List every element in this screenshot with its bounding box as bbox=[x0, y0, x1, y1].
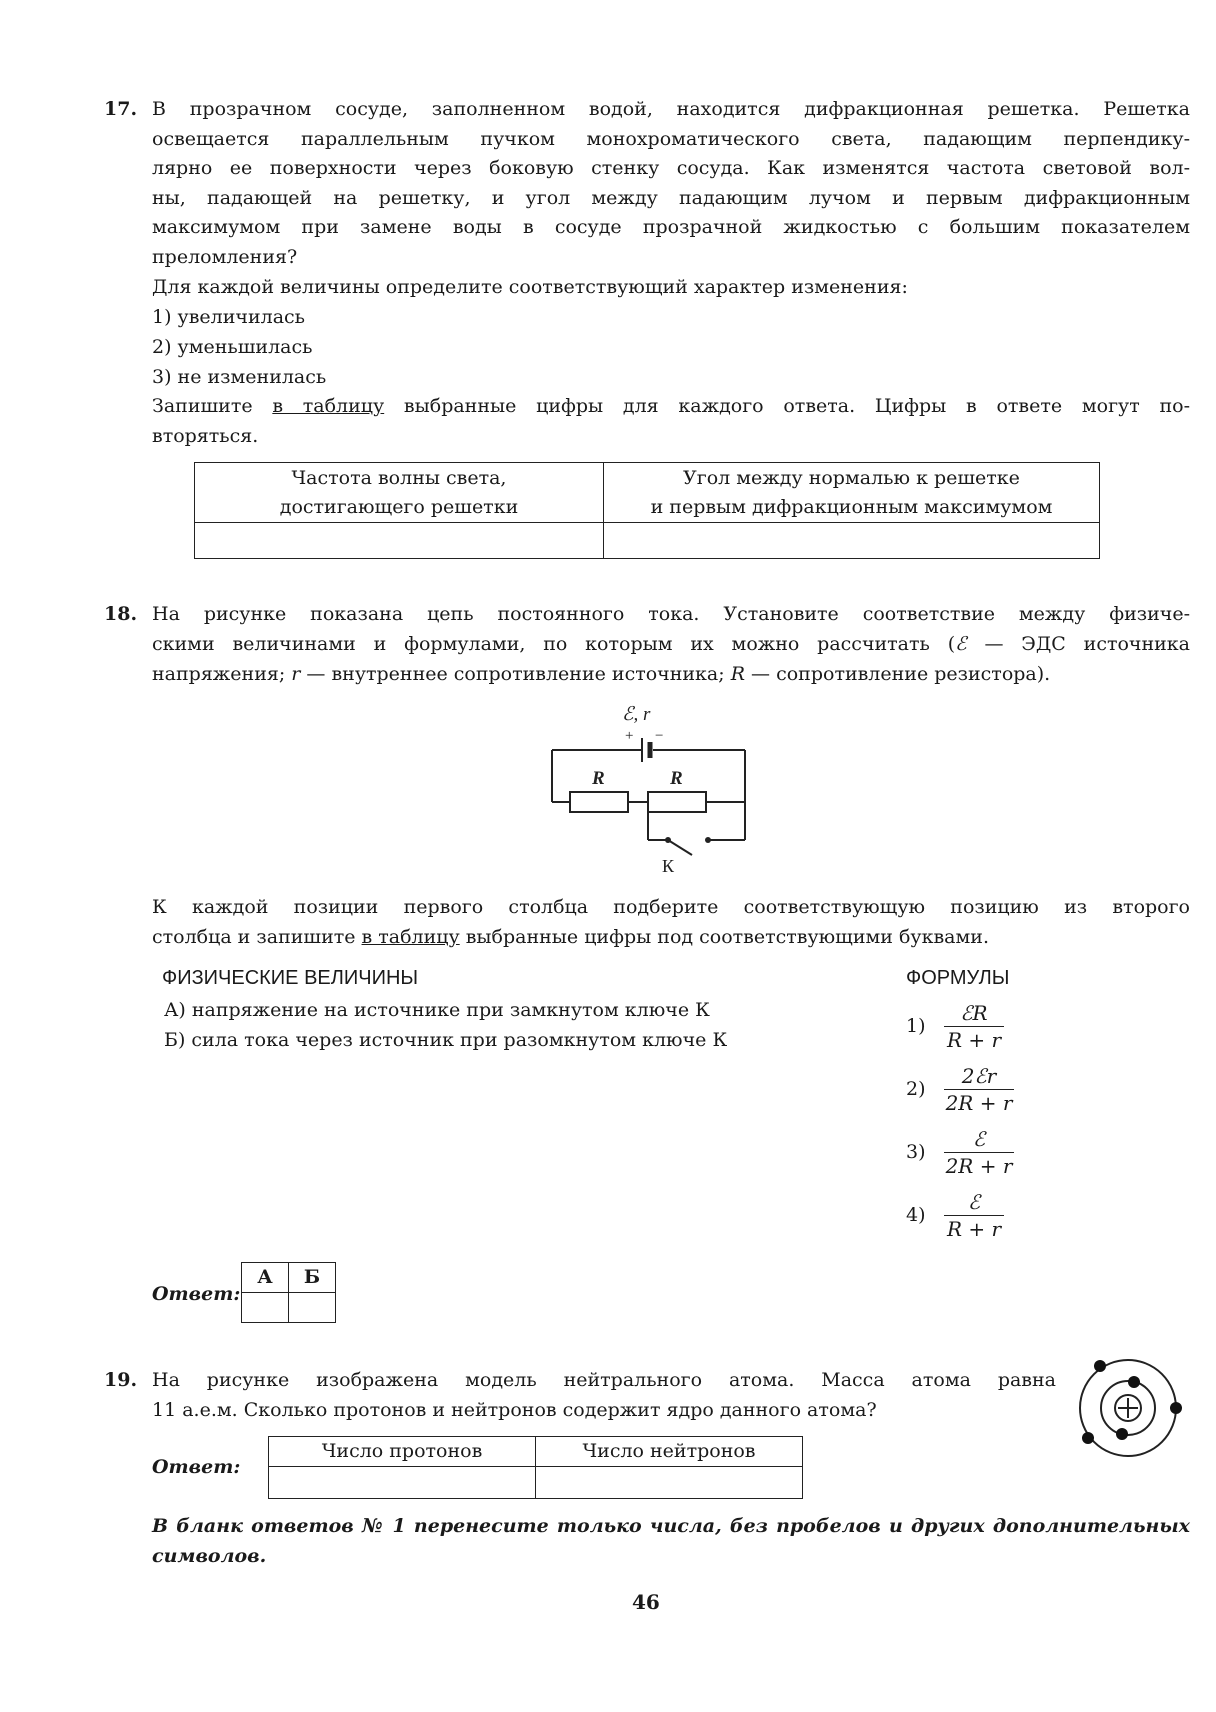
q19-col-neutrons: Число нейтронов bbox=[536, 1437, 803, 1467]
formula-2 bbox=[944, 1063, 1014, 1116]
footer-instruction-line-1: В бланк ответов № 1 перенесите только числа, без пробелов и других дополнительных bbox=[152, 1515, 1190, 1537]
electron bbox=[1116, 1428, 1128, 1440]
q17-text bbox=[152, 95, 1190, 272]
formula-2-denominator: 2R + r bbox=[945, 1091, 1013, 1115]
q18-answer-cell-b[interactable] bbox=[289, 1293, 336, 1323]
in-table-link: в таблицу bbox=[272, 395, 385, 417]
q17-line: лярно ее поверхности через боковую стенку сосуда. Как изменятся частота световой вол- bbox=[152, 157, 1190, 179]
q17-answer-cell-1[interactable] bbox=[195, 523, 604, 559]
formula-3-label: 3) bbox=[906, 1141, 926, 1163]
formula-3-numerator: ℰ bbox=[972, 1127, 986, 1151]
formula-4 bbox=[944, 1189, 1004, 1242]
minus-sign: − bbox=[655, 728, 664, 744]
q17-answer-table bbox=[194, 462, 1100, 559]
q17-write-instruction: Запишите в таблицу выбранные цифры для каждого ответа. Цифры в ответе могут по- bbox=[152, 395, 1190, 417]
q17-option-3: 3) не изменилась bbox=[152, 366, 327, 388]
q19-line-2: 11 а.е.м. Сколько протонов и нейтронов содержит ядро данного атома? bbox=[152, 1399, 877, 1421]
footer-instruction-line-2: символов. bbox=[152, 1545, 267, 1567]
q18-line-2: скими величинами и формулами, по которым их можно рассчитать (ℰ — ЭДС источника bbox=[152, 633, 1190, 655]
electron bbox=[1094, 1360, 1106, 1372]
electron bbox=[1170, 1402, 1182, 1414]
atom-model bbox=[1072, 1352, 1184, 1464]
q17-answer-cell-2[interactable] bbox=[604, 523, 1100, 559]
q17-number: 17. bbox=[104, 98, 138, 120]
electron bbox=[1128, 1376, 1140, 1388]
formula-2-numerator: 2ℰr bbox=[961, 1064, 997, 1088]
q17-write-continued: вторяться. bbox=[152, 425, 259, 447]
q17-col1-header: Частота волны света, достигающего решетки bbox=[195, 463, 604, 523]
q17-col2-header: Угол между нормалью к решетке и первым дифракционным максимумом bbox=[604, 463, 1100, 523]
key-switch bbox=[668, 840, 692, 855]
q18-match-line-1: К каждой позиции первого столбца подберите соответствующую позицию из второго bbox=[152, 896, 1190, 918]
formula-4-label: 4) bbox=[906, 1204, 926, 1226]
item-a: А) напряжение на источнике при замкнутом ключе К bbox=[164, 999, 710, 1021]
q19-answer-cell-protons[interactable] bbox=[269, 1467, 536, 1499]
q19-answer-label: Ответ: bbox=[152, 1456, 241, 1478]
in-table-link: в таблицу bbox=[361, 926, 460, 948]
q19-col-protons: Число протонов bbox=[269, 1437, 536, 1467]
resistor-1 bbox=[570, 792, 628, 812]
q18-col-b: Б bbox=[289, 1263, 336, 1293]
q18-col-a: А bbox=[242, 1263, 289, 1293]
formula-1 bbox=[944, 1000, 1004, 1053]
page-number: 46 bbox=[632, 1590, 660, 1614]
q18-match-line-2: столбца и запишите в таблицу выбранные цифры под соответствующими буквами. bbox=[152, 926, 989, 948]
electron bbox=[1082, 1432, 1094, 1444]
formula-3-denominator: 2R + r bbox=[945, 1154, 1013, 1178]
q18-line-3: напряжения; r — внутреннее сопротивление источника; R — сопротивление резистора). bbox=[152, 663, 1051, 685]
q17-line: максимумом при замене воды в сосуде прозрачной жидкостью с большим показателем bbox=[152, 216, 1190, 238]
resistor-2 bbox=[648, 792, 706, 812]
emf-symbol: ℰ bbox=[955, 633, 967, 655]
q19-number: 19. bbox=[104, 1369, 138, 1391]
formula-1-denominator: R + r bbox=[946, 1028, 1002, 1052]
q18-number: 18. bbox=[104, 603, 138, 625]
resistor-1-label: R bbox=[592, 768, 605, 789]
left-column-header: ФИЗИЧЕСКИЕ ВЕЛИЧИНЫ bbox=[162, 967, 419, 989]
q17-instruction: Для каждой величины определите соответствующий характер изменения: bbox=[152, 276, 908, 298]
q17-option-1: 1) увеличилась bbox=[152, 306, 306, 328]
q19-line-1: На рисунке изображена модель нейтрального атома. Масса атома равна bbox=[152, 1369, 1056, 1391]
plus-sign: + bbox=[625, 728, 634, 744]
q18-answer-table bbox=[241, 1262, 336, 1323]
formula-3 bbox=[944, 1126, 1014, 1179]
q17-line: ны, падающей на решетку, и угол между падающим лучом и первым дифракционным bbox=[152, 186, 1190, 209]
q19-answer-table bbox=[268, 1436, 803, 1499]
q17-option-2: 2) уменьшилась bbox=[152, 336, 313, 358]
q17-line: преломления? bbox=[152, 245, 298, 268]
q18-answer-label: Ответ: bbox=[152, 1283, 241, 1305]
right-column-header: ФОРМУЛЫ bbox=[906, 967, 1010, 989]
source-label: ℰ, r bbox=[622, 704, 651, 725]
resistor-2-label: R bbox=[670, 768, 683, 789]
key-label: К bbox=[662, 856, 675, 876]
key-contact-right bbox=[705, 837, 711, 843]
formula-4-numerator: ℰ bbox=[967, 1190, 981, 1214]
formula-2-label: 2) bbox=[906, 1078, 926, 1100]
item-b: Б) сила тока через источник при разомкнутом ключе К bbox=[164, 1029, 728, 1051]
q17-line: освещается параллельным пучком монохроматического света, падающим перпендику- bbox=[152, 127, 1190, 150]
q19-answer-cell-neutrons[interactable] bbox=[536, 1467, 803, 1499]
q18-answer-cell-a[interactable] bbox=[242, 1293, 289, 1323]
formula-1-label: 1) bbox=[906, 1015, 926, 1037]
q17-line: В прозрачном сосуде, заполненном водой, находится дифракционная решетка. Решетка bbox=[152, 98, 1190, 120]
key-contact-left bbox=[665, 837, 671, 843]
circuit-diagram bbox=[540, 700, 760, 880]
q18-line-1: На рисунке показана цепь постоянного тока. Установите соответствие между физиче- bbox=[152, 603, 1190, 625]
formula-1-numerator: ℰR bbox=[960, 1001, 988, 1025]
formula-4-denominator: R + r bbox=[946, 1217, 1002, 1241]
